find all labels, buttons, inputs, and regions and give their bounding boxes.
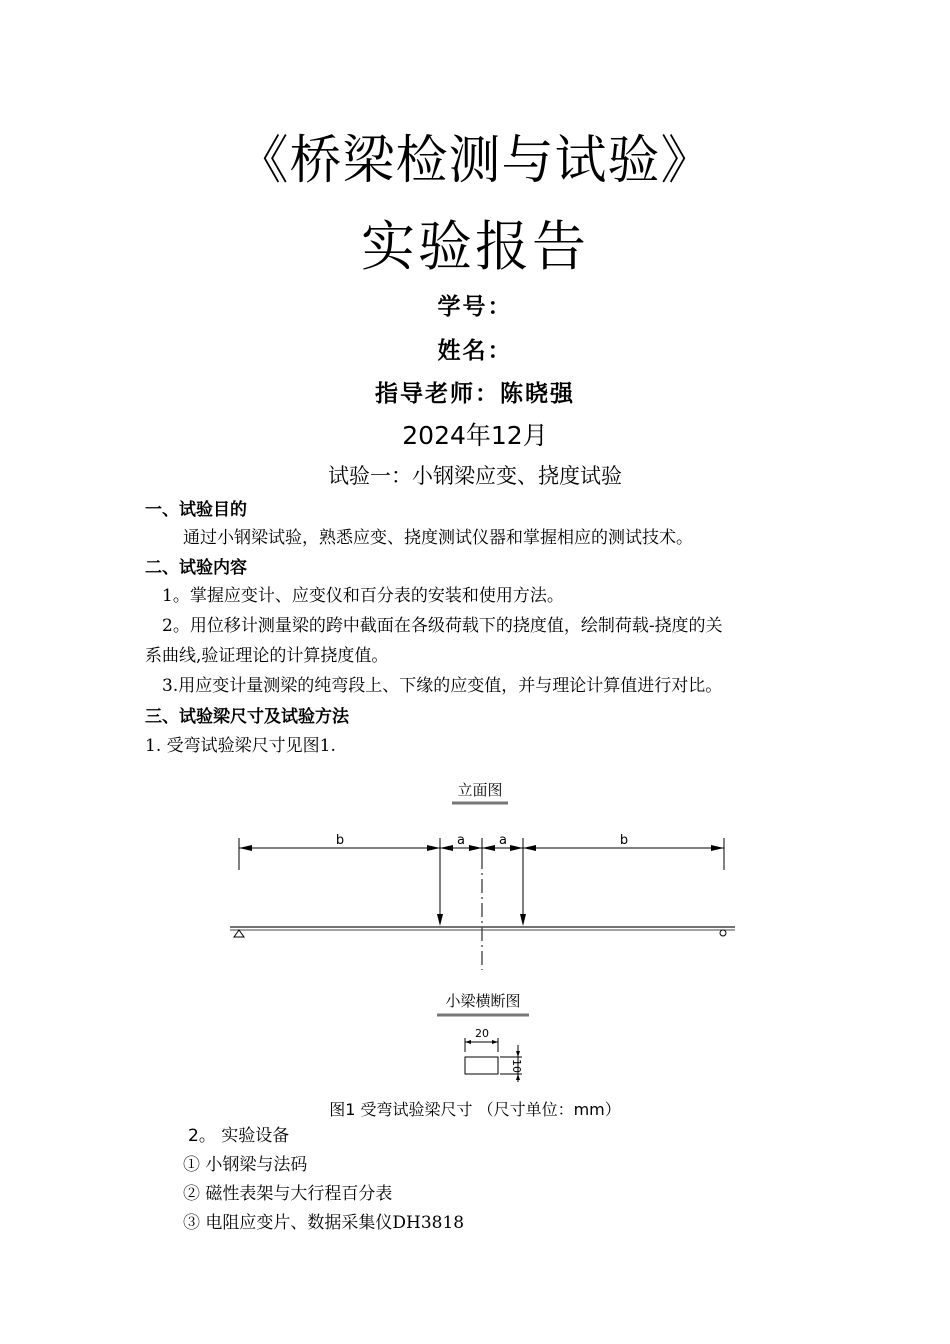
student-id-label: 学号： [437,294,513,320]
section1-text: 通过小钢梁试验，熟悉应变、挠度测试仪器和掌握相应的测试技术。 [183,528,693,548]
figure-caption: 图1 受弯试验梁尺寸 （尺寸单位：mm） [329,1100,621,1119]
section2-heading: 二、试验内容 [145,558,247,578]
dim-label-a-right: a [499,833,507,848]
experiment-title: 试验一：小钢梁应变、挠度试验 [328,464,622,488]
equipment-item-2: ② 磁性表架与大行程百分表 [183,1184,393,1204]
section3-heading: 三、试验梁尺寸及试验方法 [145,707,349,727]
width-dim-label: 20 [475,1027,489,1040]
pin-support [234,930,244,937]
dim-label-b-left: b [335,833,345,848]
height-dim-label: 10 [510,1059,523,1073]
section-title: 小梁横断图 [445,992,521,1010]
beam-cross-section [465,1057,498,1074]
report-title: 《桥梁检测与试验》 [236,131,714,191]
section1-heading: 一、试验目的 [145,500,247,520]
section2-item2-line2: 系曲线,验证理论的计算挠度值。 [145,646,389,666]
dim-label-a-left: a [457,833,465,848]
report-date: 2024年12月 [402,421,548,450]
beam-figure [0,760,950,1090]
section2-item1: 1。掌握应变计、应变仪和百分表的安装和使用方法。 [162,586,564,606]
equipment-item-1: ① 小钢梁与法码 [183,1155,308,1175]
report-subtitle: 实验报告 [361,215,589,278]
equipment-item-3: ③ 电阻应变片、数据采集仪DH3818 [183,1213,465,1233]
elevation-title: 立面图 [457,781,503,799]
equipment-heading: 2。 实验设备 [188,1126,290,1146]
section3-item1: 1. 受弯试验梁尺寸见图1. [145,736,336,756]
advisor-label: 指导老师：陈晓强 [375,381,575,407]
roller-support [720,930,726,936]
section2-item3: 3.用应变计量测梁的纯弯段上、下缘的应变值，并与理论计算值进行对比。 [162,676,723,696]
dim-label-b-right: b [619,833,629,848]
section2-item2-line1: 2。用位移计测量梁的跨中截面在各级荷载下的挠度值，绘制荷载-挠度的关 [162,616,723,636]
name-label: 姓名： [437,338,513,364]
